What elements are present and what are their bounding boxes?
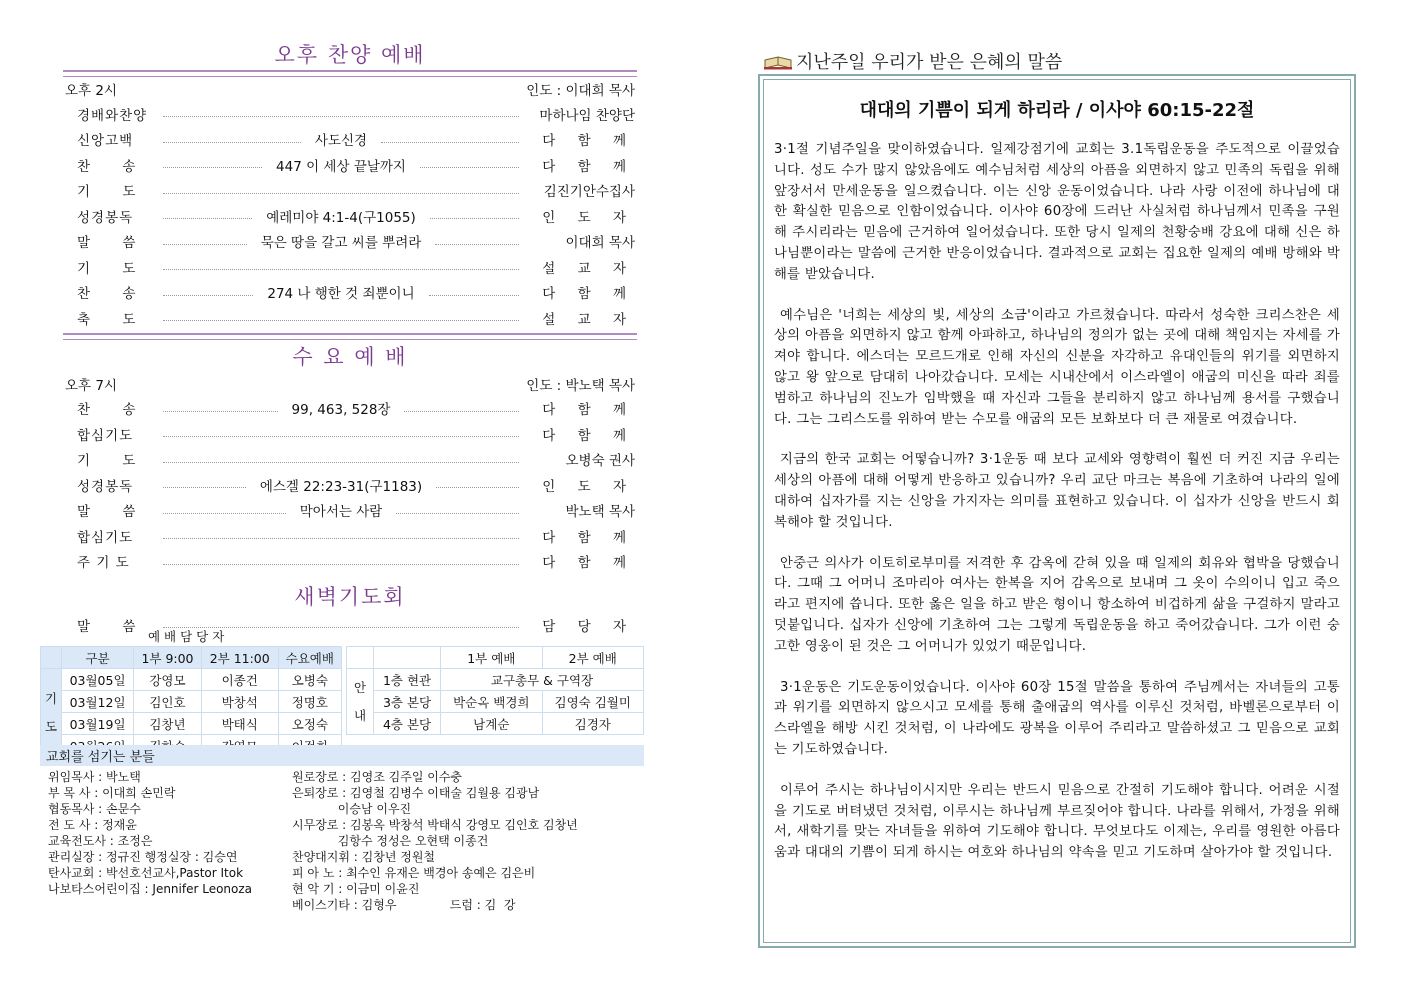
order-person: 다 함 께 <box>542 555 635 572</box>
wednesday-title: 수 요 예 배 <box>292 344 408 369</box>
order-item: 447 이 세상 끝날까지 <box>268 155 414 175</box>
order-label: 성경봉독 <box>77 478 134 495</box>
table-cell: 이종건 <box>201 669 278 691</box>
table-cell: 김인호 <box>134 691 202 713</box>
table-cell: 3층 본당 <box>374 691 441 713</box>
order-item: 막아서는 사람 <box>292 500 391 520</box>
sermon-paragraph: 지금의 한국 교회는 어떻습니까? 3·1운동 때 보다 교세와 영향력이 훨씬 더 커진 지금 우리는 세상의 아픔에 대해 어떻게 반응하고 있습니까? 우리 교단 마크는 복음에 기초하여 나라의 일에 대하여 십자가를 지는 신앙을 가지자는 의미를 표현하고 있습니다. 이 십자가 신앙을 반드시 회복해야 할 것입니다. <box>774 452 1340 530</box>
left-column <box>55 40 645 638</box>
order-person: 설 교 자 <box>542 260 635 277</box>
order-item: 에스겔 22:23-31(구1183) <box>252 475 430 495</box>
order-row <box>55 447 645 473</box>
dot-leader <box>157 433 525 434</box>
sermon-paragraph: 예수님은 '너희는 세상의 빛, 세상의 소금'이라고 가르쳤습니다. 따라서 성숙한 크리스찬은 세상의 아픔을 외면하지 않고 함께 아파하고, 하나님의 정의가 없는 곳에 대해 책임지는 자세를 가져야 합니다. 에스더는 모르드개로 인해 자신의 신분을 자각하고 유대인들의 위기를 외면하지 않고 왕 앞으로 담대히 나아갔습니다. 모세는 시내산에서 이스라엘이 애굽의 미신을 따라 죄를 범하고 하나님의 진노가 임박했을 때 자신과 그들을 분리하지 않고 하나님께 용서를 구했습니다. 그는 그리스도를 위하여 받는 수모를 애굽의 모든 보화보다 더 큰 재물로 여겼습니다. <box>774 307 1340 427</box>
dot-leader <box>157 459 525 460</box>
order-row <box>55 396 645 422</box>
order-person: 다 함 께 <box>542 158 635 175</box>
section-rule <box>63 333 637 340</box>
dot-leader <box>157 155 525 175</box>
table-row <box>41 669 342 691</box>
sermon-paragraph: 안중근 의사가 이토히로부미를 저격한 후 감옥에 갇혀 있을 때 일제의 회유와 협박을 당했습니다. 그때 그 어머니 조마리아 여사는 한복을 지어 감옥으로 보내며 그 옷이 수의이니 입고 죽으라고 편지에 씁니다. 또한 옳은 일을 하고 받은 형이니 항소하여 비겁하게 삶을 구걸하지 말라고 덧붙입니다. 십자가 신앙에 기초하여 그는 그렇게 독립운동을 하고 죽어갔습니다. 그가 이런 숭고한 영웅이 된 것은 그 어머니가 있었기 때문입니다. <box>774 555 1340 654</box>
afternoon-order <box>55 101 645 331</box>
dot-leader <box>157 535 525 536</box>
wednesday-order <box>55 396 645 575</box>
staff-line: 시무장로 : 김봉옥 박창석 박태식 강영모 김인호 김창년 <box>292 818 578 832</box>
table-row <box>41 647 342 669</box>
dot-leader <box>157 475 525 495</box>
dot-leader <box>157 129 525 149</box>
table-row <box>41 713 342 735</box>
order-person: 박노택 목사 <box>565 504 635 521</box>
order-label: 찬 송 <box>77 286 150 303</box>
order-row <box>55 101 645 127</box>
table-cell: 박순옥 백경희 <box>441 691 542 713</box>
wednesday-leader: 인도 : 박노택 목사 <box>526 377 635 394</box>
wednesday-time: 오후 7시 <box>65 377 118 394</box>
table-cell: 교구총무 & 구역장 <box>441 669 644 691</box>
table-header: 1부 9:00 <box>134 647 202 669</box>
order-label: 성경봉독 <box>77 209 134 226</box>
dot-leader <box>157 317 525 318</box>
order-item: 예레미야 4:1-4(구1055) <box>258 206 424 226</box>
sermon-box <box>758 74 1356 948</box>
table-row <box>347 713 644 735</box>
staff-left <box>48 769 252 897</box>
table-cell: 4층 본당 <box>374 713 441 735</box>
order-label: 찬 송 <box>77 402 150 419</box>
staff-line: 피 아 노 : 최수인 유재은 백경아 송예은 김은비 <box>292 866 536 880</box>
staff-line: 교육전도사 : 조정은 <box>48 834 153 848</box>
table-cell: 강영모 <box>134 669 202 691</box>
dot-leader <box>157 266 525 267</box>
staff-title: 교회를 섬기는 분들 <box>40 745 644 766</box>
staff-line: 현 악 기 : 이금미 이윤진 <box>292 882 420 896</box>
table-cell: 오병숙 <box>278 669 341 691</box>
table-header: 수요예배 <box>278 647 341 669</box>
order-row <box>55 472 645 498</box>
guide-side: 안 내 <box>347 669 374 735</box>
book-icon <box>763 56 793 70</box>
afternoon-title: 오후 찬양 예배 <box>274 43 426 67</box>
order-label: 말 씀 <box>77 504 150 521</box>
afternoon-time: 오후 2시 <box>65 83 118 99</box>
afternoon-leader: 인도 : 이대희 목사 <box>526 83 635 99</box>
order-row <box>55 498 645 524</box>
sermon-title: 대대의 기쁨이 되게 하리라 / 이사야 60:15-22절 <box>859 100 1255 121</box>
duty-table <box>40 646 342 757</box>
order-row <box>55 549 645 575</box>
table-cell: 정명호 <box>278 691 341 713</box>
table-row <box>347 691 644 713</box>
dot-leader <box>157 282 525 302</box>
table-cell: 김영숙 김월미 <box>542 691 643 713</box>
order-label: 합심기도 <box>77 427 134 444</box>
dot-leader <box>157 113 525 114</box>
dot-leader <box>157 231 525 251</box>
order-row <box>55 127 645 153</box>
order-row <box>55 305 645 331</box>
staff-line: 위임목사 : 박노택 <box>48 770 141 784</box>
sermon-body <box>764 140 1350 864</box>
table-cell: 1층 현관 <box>374 669 441 691</box>
table-header: 1부 예배 <box>441 647 542 669</box>
afternoon-header <box>55 77 645 101</box>
staff-line: 나보타스어린이집 : Jennifer Leonoza <box>48 882 253 896</box>
order-person: 인 도 자 <box>542 478 635 495</box>
order-label: 말 씀 <box>77 235 150 252</box>
table-cell <box>347 647 374 669</box>
table-row <box>347 669 644 691</box>
order-label: 찬 송 <box>77 158 150 175</box>
table-header: 2부 11:00 <box>201 647 278 669</box>
order-row <box>55 421 645 447</box>
order-row <box>55 203 645 229</box>
table-header: 구분 <box>62 647 134 669</box>
order-person: 다 함 께 <box>542 286 635 303</box>
order-item: 274 나 행한 것 죄뿐이니 <box>259 282 422 302</box>
sermon-header <box>763 48 1062 74</box>
table-cell: 박창석 <box>201 691 278 713</box>
staff-line: 협동목사 : 손문수 <box>48 802 141 816</box>
order-person: 설 교 자 <box>542 311 635 328</box>
staff-line: 탄사교회 : 박선호선교사,Pastor Itok <box>48 866 244 880</box>
staff-line: 은퇴장로 : 김영철 김병수 이태술 김월용 김광남 <box>292 786 540 800</box>
staff-line: 베이스기타 : 김형우 드럼 : 김 강 <box>292 898 516 912</box>
wednesday-header <box>55 372 645 396</box>
order-label: 기 도 <box>77 260 150 277</box>
table-row <box>347 647 644 669</box>
dawn-right: 담 당 자 <box>542 618 635 635</box>
dot-leader <box>157 561 525 562</box>
order-label: 기 도 <box>77 184 150 201</box>
table-cell: 박태식 <box>201 713 278 735</box>
order-item: 사도신경 <box>307 129 375 149</box>
table-header: 2부 예배 <box>542 647 643 669</box>
order-row <box>55 178 645 204</box>
table-cell: 김창년 <box>134 713 202 735</box>
order-row <box>55 229 645 255</box>
dot-leader <box>157 500 525 520</box>
order-row <box>55 280 645 306</box>
order-item: 99, 463, 528장 <box>284 398 399 418</box>
dot-leader <box>157 190 525 191</box>
dot-leader <box>157 398 525 418</box>
order-person: 이대희 목사 <box>565 235 635 252</box>
sermon-paragraph: 이루어 주시는 하나님이시지만 우리는 반드시 믿음으로 간절히 기도해야 합니다. 어려운 시절을 기도로 버텨냈던 것처럼, 이루시는 하나님께 부르짖어야 합니다. 나라를 위해서, 가정을 위해서, 새학기를 맞는 자녀들을 위하여 기도해야 합니다. 무엇보다도 이제는, 우리를 영원한 아름다움과 대대의 기쁨이 되게 하시는 여호와 하나님의 약속을 믿고 기도하며 살아가야 할 것입니다. <box>774 782 1340 861</box>
order-label: 기 도 <box>77 453 150 470</box>
table-cell: 03월05일 <box>62 669 134 691</box>
dawn-label: 말 씀 <box>77 618 150 635</box>
staff-line: 찬양대지휘 : 김창년 정원철 <box>292 850 435 864</box>
staff-line: 이승남 이우진 <box>292 802 412 816</box>
order-person: 김진기안수집사 <box>543 184 635 201</box>
duty-side: 기 도 <box>41 669 62 757</box>
order-person: 다 함 께 <box>542 133 635 150</box>
order-person: 인 도 자 <box>542 209 635 226</box>
dawn-title: 새벽기도회 <box>294 585 406 609</box>
table-cell: 남계순 <box>441 713 542 735</box>
duty-caption: 예 배 담 당 자 <box>148 629 225 644</box>
sermon-paragraph: 3·1운동은 기도운동이었습니다. 이사야 60장 15절 말씀을 통하여 주님께서는 자녀들의 고통과 위기를 외면하지 않으시고 모세를 통해 출애굽의 역사를 이루신 것처럼, 바벨론으로부터 이스라엘을 해방 시킨 것처럼, 이 나라에도 광복을 이루어 주리라고 말씀하셨고 그 믿음으로 교회는 기도하였습니다. <box>774 679 1340 757</box>
sermon-inner <box>763 79 1351 943</box>
order-label: 주 기 도 <box>77 555 130 572</box>
staff-line: 김항수 정성은 오현택 이종건 <box>292 834 489 848</box>
order-label: 경배와찬양 <box>77 107 148 124</box>
dot-leader <box>157 206 525 226</box>
table-cell <box>41 647 62 669</box>
table-cell: 김경자 <box>542 713 643 735</box>
staff-line: 원로장로 : 김영조 김주일 이수충 <box>292 770 462 784</box>
table-cell: 03월19일 <box>62 713 134 735</box>
sermon-header-text: 지난주일 우리가 받은 은혜의 말씀 <box>796 52 1063 73</box>
table-cell: 오정숙 <box>278 713 341 735</box>
order-row <box>55 523 645 549</box>
table-cell <box>374 647 441 669</box>
staff-line: 전 도 사 : 정재윤 <box>48 818 137 832</box>
order-label: 신앙고백 <box>77 133 134 150</box>
sermon-paragraph: 3·1절 기념주일을 맞이하였습니다. 일제강점기에 교회는 3.1독립운동을 주도적으로 이끌었습니다. 성도 수가 많지 않았음에도 예수님처럼 세상의 아픔을 외면하지 않고 민족의 독립을 위해 앞장서서 만세운동을 일으켰습니다. 이는 신앙 운동이었습니다. 나라 사랑 이전에 하나님에 대한 확실한 믿음으로 인함이었습니다. 이사야 60장에 드러난 사실처럼 하나님께서 민족을 구원해 주시리라는 믿음에 근거하여 일어섰습니다. 또한 당시 일제의 천황숭배 강요에 대해 신은 하나님뿐이라는 말씀에 근거한 반응이었습니다. 결과적으로 교회는 집요한 일제의 예배 방해와 박해를 받았습니다. <box>774 142 1340 282</box>
table-row <box>41 691 342 713</box>
order-person: 마하나임 찬양단 <box>539 107 635 124</box>
order-person: 오병숙 권사 <box>565 453 635 470</box>
guide-table <box>346 646 644 735</box>
order-label: 합심기도 <box>77 529 134 546</box>
order-person: 다 함 께 <box>542 402 635 419</box>
order-row <box>55 254 645 280</box>
dawn-row <box>55 612 645 638</box>
order-label: 축 도 <box>77 311 150 328</box>
order-person: 다 함 께 <box>542 427 635 444</box>
staff-line: 부 목 사 : 이대희 손민락 <box>48 786 176 800</box>
table-cell: 03월12일 <box>62 691 134 713</box>
order-person: 다 함 께 <box>542 529 635 546</box>
staff-right <box>292 769 578 913</box>
staff-line: 관리실장 : 정규진 행정실장 : 김승연 <box>48 850 238 864</box>
order-item: 묵은 땅을 갈고 씨를 뿌려라 <box>253 231 430 251</box>
order-row <box>55 152 645 178</box>
section-rule <box>63 70 637 77</box>
